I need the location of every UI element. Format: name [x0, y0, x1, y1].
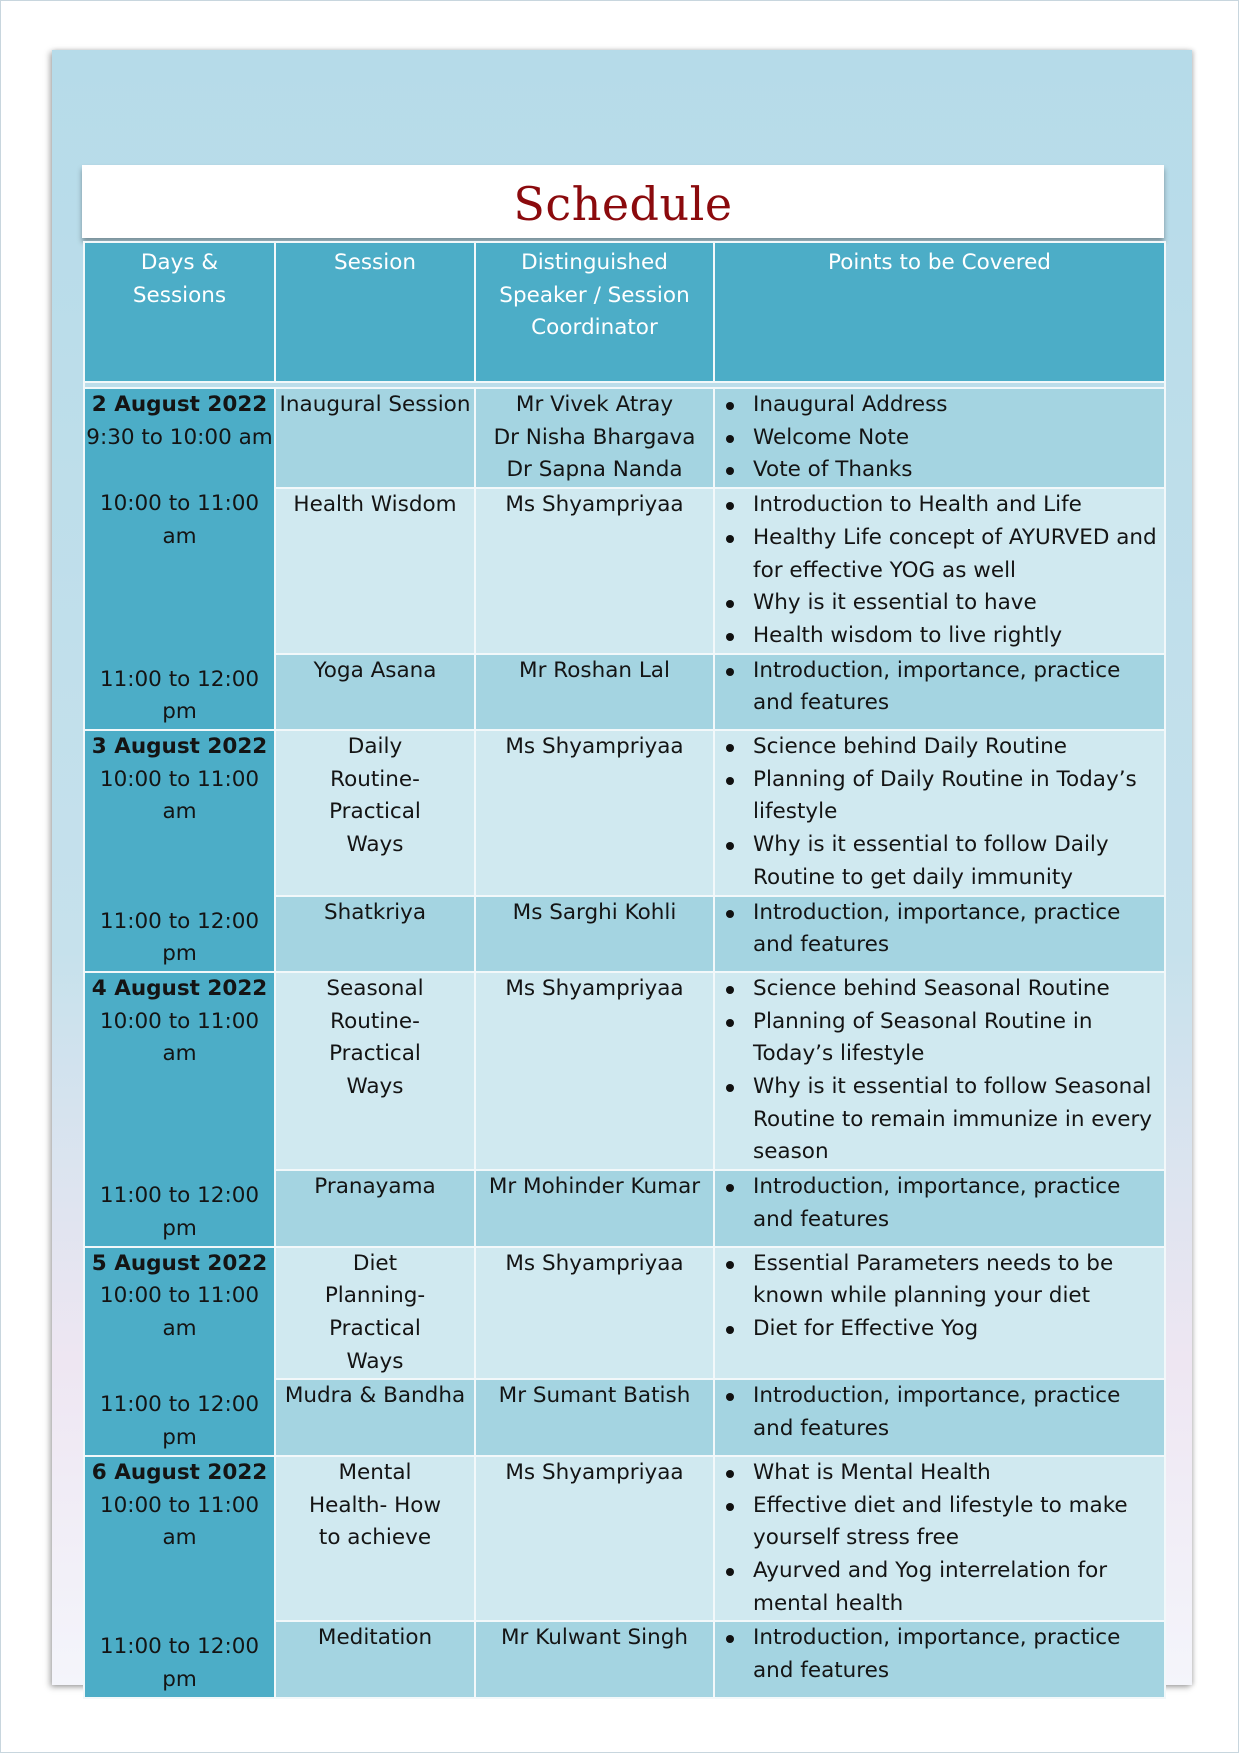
points-cell: [714, 1379, 1165, 1455]
speaker-cell: [475, 1621, 714, 1697]
session-date: 4 August 2022: [91, 975, 268, 1001]
table-row: [84, 654, 1165, 730]
speaker-name: Ms Shyampriyaa: [505, 492, 684, 518]
points-cell: [714, 1247, 1165, 1380]
day-time-cell: [84, 972, 275, 1170]
session-time: 10:00 to 11:00 am: [99, 1283, 260, 1341]
list-item: Why is it essential to have: [753, 587, 1164, 620]
session-time: 11:00 to 12:00 pm: [99, 908, 260, 967]
list-item: Introduction, importance, practice and features: [753, 655, 1164, 720]
list-item: Science behind Daily Routine: [753, 731, 1164, 764]
session-cell: [275, 1170, 475, 1246]
speaker-name: Ms Shyampriyaa: [505, 734, 684, 760]
points-list: [715, 897, 1164, 962]
points-cell: [714, 730, 1165, 896]
points-list: [715, 1622, 1164, 1687]
session-date: 5 August 2022: [91, 1250, 268, 1276]
day-time-cell: [84, 1170, 275, 1246]
session-time: 11:00 to 12:00 pm: [99, 1392, 260, 1451]
day-time-cell: [84, 388, 275, 488]
header-speaker: [475, 242, 714, 382]
speaker-name: Ms Shyampriyaa: [505, 1250, 684, 1276]
points-list: [715, 489, 1164, 653]
list-item: Introduction, importance, practice and features: [753, 1622, 1164, 1687]
day-time-cell: [84, 1621, 275, 1697]
session-name: Shatkriya: [323, 899, 427, 925]
session-cell: [275, 730, 475, 896]
table-row: [84, 1621, 1165, 1697]
table-row: [84, 1247, 1165, 1380]
header-session-label: Session: [333, 250, 417, 275]
session-cell: [275, 388, 475, 488]
table-row: [84, 730, 1165, 896]
session-name: Pranayama: [314, 1174, 436, 1200]
table-row: [84, 896, 1165, 972]
day-time-cell: [84, 1379, 275, 1455]
session-cell: [275, 1621, 475, 1697]
list-item: Why is it essential to follow Daily Routine to get daily immunity: [753, 829, 1164, 894]
points-list: [715, 973, 1164, 1169]
header-points-label: Points to be Covered: [828, 250, 1051, 275]
session-cell: [275, 1247, 475, 1380]
header-session: [275, 242, 475, 382]
session-name: Health Wisdom: [293, 492, 457, 518]
session-cell: [275, 654, 475, 730]
speaker-cell: [475, 388, 714, 488]
schedule-table: [83, 241, 1166, 1699]
session-cell: [275, 972, 475, 1170]
speaker-cell: [475, 1379, 714, 1455]
session-name: Mental Health- How to achieve: [308, 1459, 442, 1551]
list-item: Planning of Seasonal Routine in Today’s lifestyle: [753, 1006, 1164, 1071]
session-time: 11:00 to 12:00 pm: [99, 666, 260, 725]
speaker-name: Ms Shyampriyaa: [505, 1459, 684, 1485]
points-list: [715, 1248, 1164, 1346]
points-cell: [714, 972, 1165, 1170]
speaker-cell: [475, 1247, 714, 1380]
session-date: 2 August 2022: [91, 392, 268, 417]
table-row: [84, 972, 1165, 1170]
points-list: [715, 1171, 1164, 1236]
title-bar: [82, 165, 1164, 238]
session-name: Yoga Asana: [313, 657, 437, 683]
list-item: Health wisdom to live rightly: [753, 620, 1164, 653]
day-time-cell: [84, 1456, 275, 1622]
day-time-cell: [84, 1247, 275, 1380]
speaker-name: Ms Sarghi Kohli: [512, 899, 677, 925]
session-date: 3 August 2022: [91, 734, 268, 760]
header-row: [84, 242, 1165, 382]
session-name: Seasonal Routine- Practical Ways: [326, 975, 424, 1100]
speaker-cell: [475, 654, 714, 730]
session-name: Inaugural Session: [279, 392, 471, 417]
points-list: [715, 655, 1164, 720]
speaker-name: Mr Roshan Lal: [519, 657, 670, 683]
list-item: What is Mental Health: [753, 1457, 1164, 1490]
header-speaker-label: Distinguished Speaker / Session Coordinator: [499, 250, 690, 341]
points-list: [715, 1457, 1164, 1621]
day-time-cell: [84, 488, 275, 654]
speaker-name: Ms Shyampriyaa: [505, 975, 684, 1001]
header-days: [84, 242, 275, 382]
points-cell: [714, 388, 1165, 488]
session-time: 11:00 to 12:00 pm: [99, 1183, 260, 1241]
speaker-cell: [475, 1170, 714, 1246]
list-item: Welcome Note: [753, 422, 1164, 455]
list-item: Introduction, importance, practice and features: [753, 897, 1164, 962]
session-date: 6 August 2022: [91, 1459, 268, 1485]
points-cell: [714, 1456, 1165, 1622]
session-time: 10:00 to 11:00 am: [99, 766, 260, 825]
page-title: Schedule: [513, 176, 733, 231]
table-row: [84, 1170, 1165, 1246]
points-cell: [714, 1170, 1165, 1246]
day-time-cell: [84, 654, 275, 730]
day-time-cell: [84, 896, 275, 972]
speaker-name: Mr Sumant Batish: [498, 1383, 691, 1409]
session-name: Mudra & Bandha: [284, 1383, 466, 1409]
table-row: [84, 388, 1165, 488]
session-time: 11:00 to 12:00 pm: [99, 1634, 260, 1693]
speaker-cell: [475, 1456, 714, 1622]
speaker-cell: [475, 896, 714, 972]
session-cell: [275, 896, 475, 972]
points-cell: [714, 654, 1165, 730]
list-item: Science behind Seasonal Routine: [753, 973, 1164, 1006]
session-time: 10:00 to 11:00 am: [99, 491, 260, 549]
table-row: [84, 1456, 1165, 1622]
session-time: 10:00 to 11:00 am: [99, 1492, 260, 1551]
session-time: 10:00 to 11:00 am: [99, 1008, 260, 1067]
speaker-cell: [475, 730, 714, 896]
session-name: Daily Routine- Practical Ways: [329, 734, 421, 858]
points-list: [715, 389, 1164, 487]
speaker-name: Mr Kulwant Singh: [500, 1625, 689, 1651]
speaker-name: Mr Mohinder Kumar: [488, 1174, 701, 1200]
speaker-name: Dr Sapna Nanda: [506, 457, 683, 483]
header-days-label: Days & Sessions: [132, 250, 227, 308]
list-item: Healthy Life concept of AYURVED and for effective YOG as well: [753, 522, 1164, 587]
list-item: Essential Parameters needs to be known while planning your diet: [753, 1248, 1164, 1313]
list-item: Vote of Thanks: [753, 454, 1164, 487]
points-cell: [714, 896, 1165, 972]
header-points: [714, 242, 1165, 382]
list-item: Introduction, importance, practice and features: [753, 1171, 1164, 1236]
list-item: Diet for Effective Yog: [753, 1313, 1164, 1346]
list-item: Introduction to Health and Life: [753, 489, 1164, 522]
speaker-name: Mr Vivek Atray: [515, 392, 674, 417]
speaker-cell: [475, 488, 714, 654]
table-row: [84, 1379, 1165, 1455]
speaker-name: Dr Nisha Bhargava: [493, 424, 696, 450]
points-cell: [714, 488, 1165, 654]
session-time: 9:30 to 10:00 am: [86, 424, 273, 450]
points-cell: [714, 1621, 1165, 1697]
list-item: Ayurved and Yog interrelation for mental health: [753, 1555, 1164, 1620]
speaker-cell: [475, 972, 714, 1170]
list-item: Why is it essential to follow Seasonal Routine to remain immunize in every season: [753, 1071, 1164, 1169]
day-time-cell: [84, 730, 275, 896]
list-item: Effective diet and lifestyle to make yourself stress free: [753, 1490, 1164, 1555]
points-list: [715, 731, 1164, 895]
list-item: Introduction, importance, practice and features: [753, 1380, 1164, 1445]
table-row: [84, 488, 1165, 654]
list-item: Planning of Daily Routine in Today’s lifestyle: [753, 764, 1164, 829]
session-cell: [275, 1456, 475, 1622]
session-name: Meditation: [317, 1625, 433, 1651]
session-cell: [275, 488, 475, 654]
session-cell: [275, 1379, 475, 1455]
points-list: [715, 1380, 1164, 1445]
list-item: Inaugural Address: [753, 389, 1164, 422]
session-name: Diet Planning- Practical Ways: [324, 1250, 426, 1374]
